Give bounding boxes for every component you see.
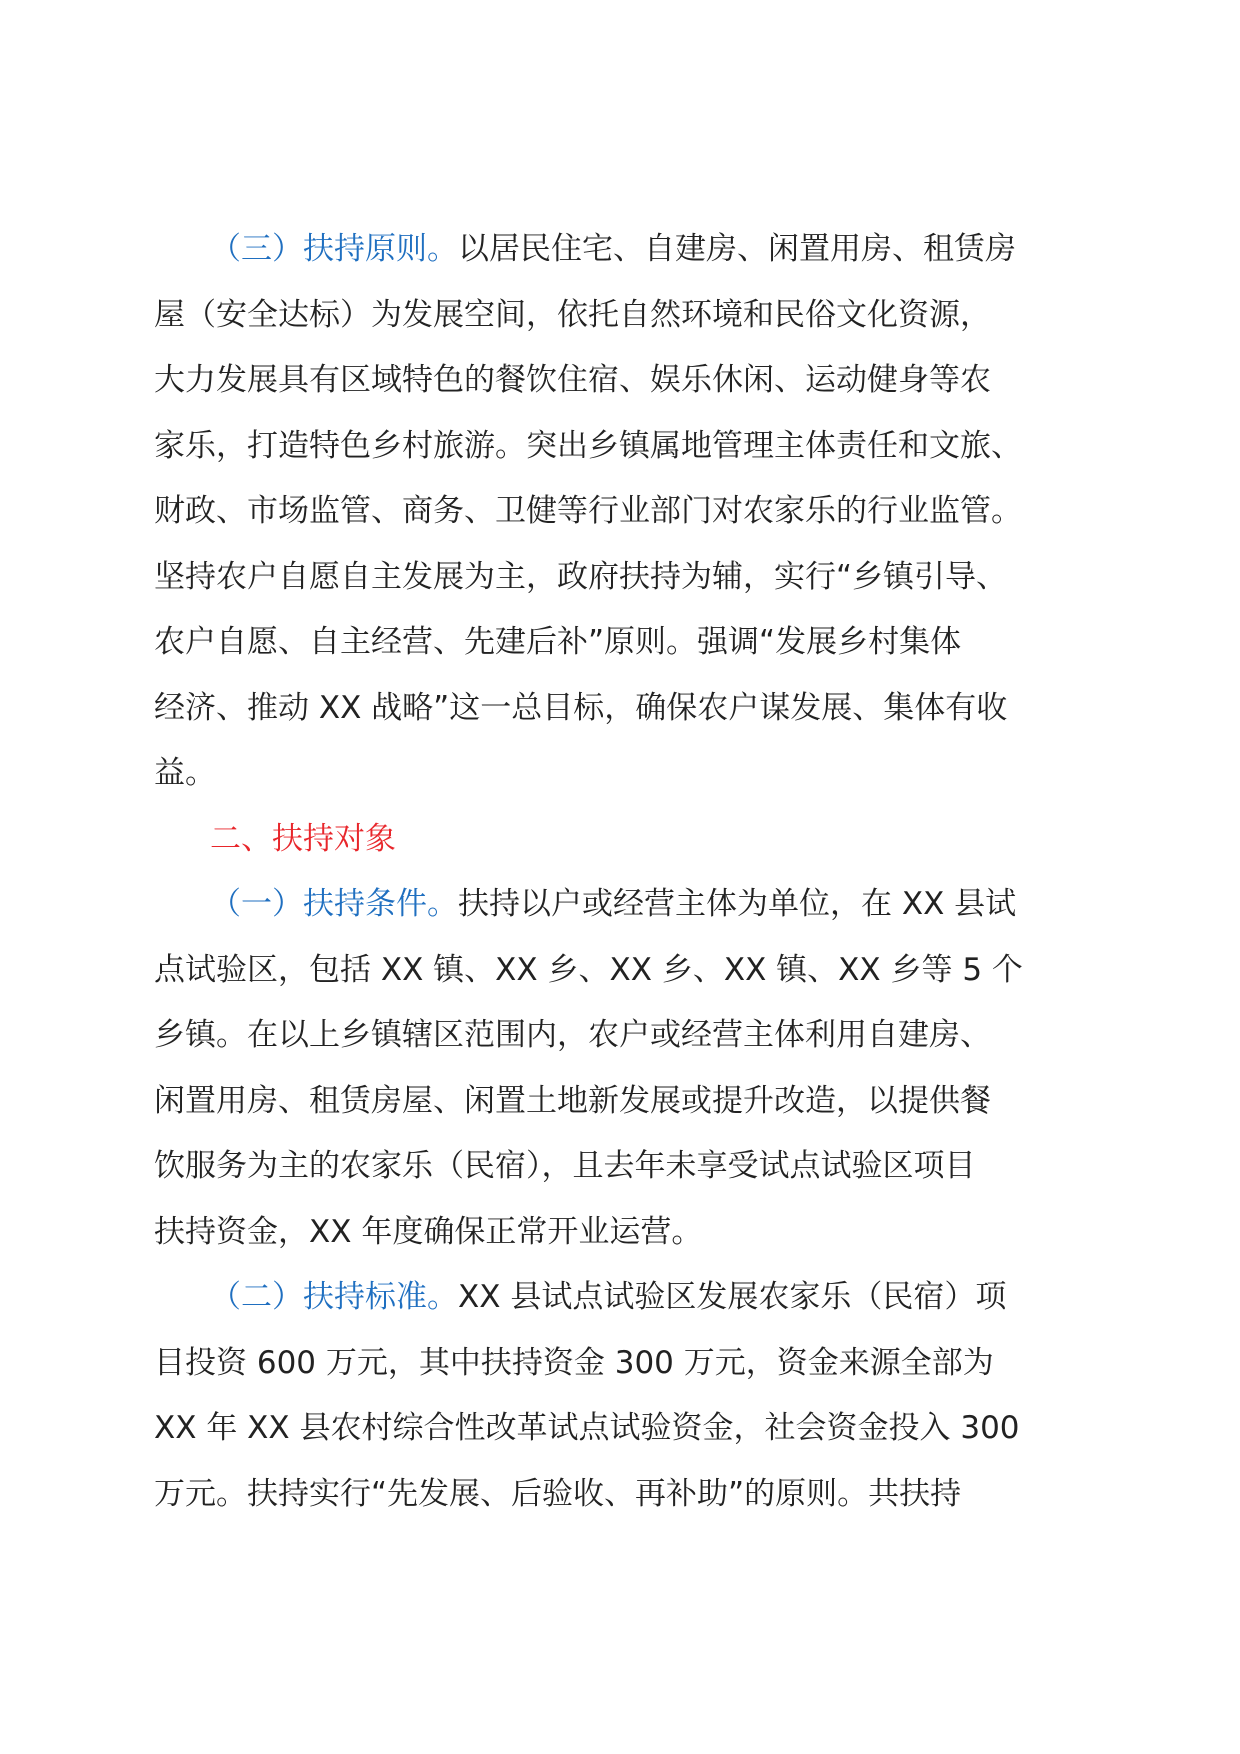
paragraph-line: [154, 1265, 1092, 1331]
paragraph-line: 万元。扶持实行“先发展、后验收、再补助”的原则。共扶持: [154, 1475, 962, 1512]
section-heading-principles: （三）扶持原则。: [210, 231, 458, 267]
paragraph-text: XX 县试点试验区发展农家乐（民宿）项: [458, 1279, 1007, 1315]
paragraph-line: 扶持资金，XX 年度确保正常开业运营。: [154, 1213, 703, 1250]
paragraph-line: 屋（安全达标）为发展空间，依托自然环境和民俗文化资源，: [154, 296, 991, 333]
part-heading-support-targets: 二、扶持对象: [210, 820, 396, 857]
paragraph-line: [154, 217, 1092, 283]
paragraph-line: 闲置用房、租赁房屋、闲置土地新发展或提升改造，以提供餐: [154, 1082, 991, 1119]
section-heading-standards: （二）扶持标准。: [210, 1279, 458, 1315]
section-heading-conditions: （一）扶持条件。: [210, 886, 458, 922]
paragraph-line: 饮服务为主的农家乐（民宿），且去年未享受试点试验区项目: [154, 1148, 976, 1184]
paragraph-line: 财政、市场监管、商务、卫健等行业部门对农家乐的行业监管。: [154, 493, 1022, 529]
paragraph-line: 益。: [154, 755, 216, 791]
paragraph-line: 乡镇。在以上乡镇辖区范围内，农户或经营主体利用自建房、: [154, 1017, 991, 1053]
paragraph-line: 坚持农户自愿自主发展为主，政府扶持为辅，实行“乡镇引导、: [154, 558, 1008, 595]
paragraph-line: 目投资 600 万元，其中扶持资金 300 万元，资金来源全部为: [154, 1344, 994, 1381]
paragraph-text: 以居民住宅、自建房、闲置用房、租赁房: [458, 231, 1016, 267]
paragraph-line: XX 年 XX 县农村综合性改革试点试验资金，社会资金投入 300: [154, 1410, 1020, 1446]
paragraph-line: 经济、推动 XX 战略”这一总目标，确保农户谋发展、集体有收: [154, 689, 1008, 726]
paragraph-text: 扶持以户或经营主体为单位，在 XX 县试: [458, 886, 1017, 922]
paragraph-line: 农户自愿、自主经营、先建后补”原则。强调“发展乡村集体: [154, 624, 962, 660]
document-body: [154, 217, 1092, 1527]
paragraph-line: 家乐，打造特色乡村旅游。突出乡镇属地管理主体责任和文旅、: [154, 427, 1022, 464]
paragraph-line: 大力发展具有区域特色的餐饮住宿、娱乐休闲、运动健身等农: [154, 362, 991, 398]
paragraph-line: [154, 872, 1092, 938]
paragraph-line: 点试验区，包括 XX 镇、XX 乡、XX 乡、XX 镇、XX 乡等 5 个: [154, 951, 1023, 988]
